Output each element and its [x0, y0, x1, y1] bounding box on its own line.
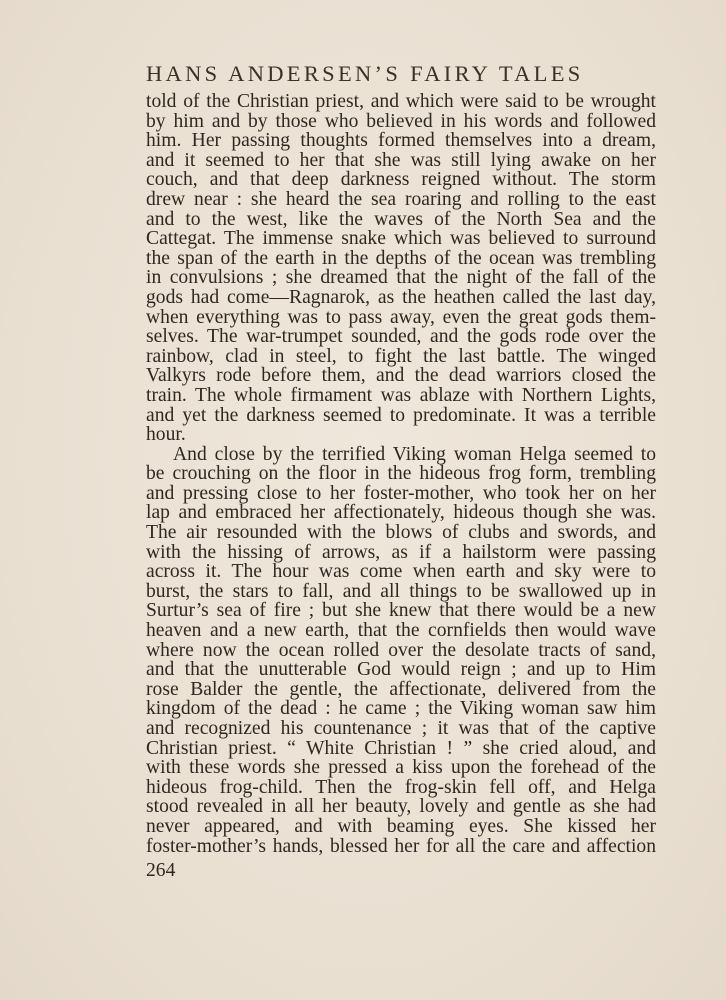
text-line: and that the unutterable God would reign ; and up to Him: [146, 659, 656, 681]
text-line: drew near : she heard the sea roaring and rolling to the east: [146, 188, 656, 210]
text-line: hideous frog-child. Then the frog-skin fell off, and Helga: [146, 776, 656, 798]
text-line: and to the west, like the waves of the North Sea and the: [146, 208, 656, 230]
text-line: kingdom of the dead : he came ; the Viking woman saw him: [146, 698, 656, 720]
text-line: Cattegat. The immense snake which was believed to surround: [146, 228, 656, 250]
text-line: Surtur’s sea of fire ; but she knew that there would be a new: [146, 600, 656, 622]
text-line: couch, and that deep darkness reigned without. The storm: [146, 169, 656, 191]
text-line: with the hissing of arrows, as if a hailstorm were passing: [146, 541, 656, 563]
body-text: [146, 92, 656, 856]
text-line: rose Balder the gentle, the affectionate, delivered from the: [146, 678, 656, 700]
text-line: across it. The hour was come when earth and sky were to: [146, 561, 656, 583]
page-number: 264: [146, 860, 176, 881]
text-line: be crouching on the floor in the hideous frog form, trembling: [146, 463, 656, 485]
text-line: and recognized his countenance ; it was that of the captive: [146, 718, 656, 739]
text-line: heaven and a new earth, that the cornfields then would wave: [146, 620, 656, 642]
text-line: him. Her passing thoughts formed themselves into a dream,: [146, 130, 656, 152]
text-line: burst, the stars to fall, and all things to be swallowed up in: [146, 580, 656, 602]
text-line: Christian priest. “ White Christian ! ” she cried aloud, and: [146, 737, 656, 759]
paragraph-start-line: And close by the terrified Viking woman Helga seemed to: [173, 443, 656, 465]
text-line: when everything was to pass away, even the great gods them-: [146, 306, 656, 328]
running-head: HANS ANDERSEN’S FAIRY TALES: [146, 61, 584, 86]
text-line: and pressing close to her foster-mother, who took her on her: [146, 482, 656, 504]
text-line: rainbow, clad in steel, to fight the last battle. The winged: [146, 345, 656, 367]
text-line: lap and embraced her affectionately, hideous though she was.: [146, 502, 656, 524]
text-line: hour.: [146, 424, 186, 446]
text-line: stood revealed in all her beauty, lovely and gentle as she had: [146, 796, 656, 818]
text-line: the span of the earth in the depths of the ocean was trembling: [146, 247, 656, 269]
text-line: in convulsions ; she dreamed that the night of the fall of the: [146, 267, 656, 289]
text-line: The air resounded with the blows of clubs and swords, and: [146, 522, 656, 544]
text-line: told of the Christian priest, and which were said to be wrought: [146, 91, 656, 112]
text-line: Valkyrs rode before them, and the dead warriors closed the: [146, 365, 656, 387]
text-line: where now the ocean rolled over the desolate tracts of sand,: [146, 639, 656, 661]
text-line: selves. The war-trumpet sounded, and the gods rode over the: [146, 326, 656, 348]
text-line: gods had come—Ragnarok, as the heathen called the last day,: [146, 286, 656, 308]
text-line: and it seemed to her that she was still lying awake on her: [146, 149, 656, 171]
text-line: never appeared, and with beaming eyes. She kissed her: [146, 815, 656, 837]
text-line: train. The whole firmament was ablaze with Northern Lights,: [146, 384, 656, 406]
text-line: foster-mother’s hands, blessed her for all the care and affection: [146, 835, 656, 857]
text-line: and yet the darkness seemed to predominate. It was a terrible: [146, 404, 656, 426]
text-line: by him and by those who believed in his words and followed: [146, 110, 656, 132]
text-line: with these words she pressed a kiss upon the forehead of the: [146, 757, 656, 779]
